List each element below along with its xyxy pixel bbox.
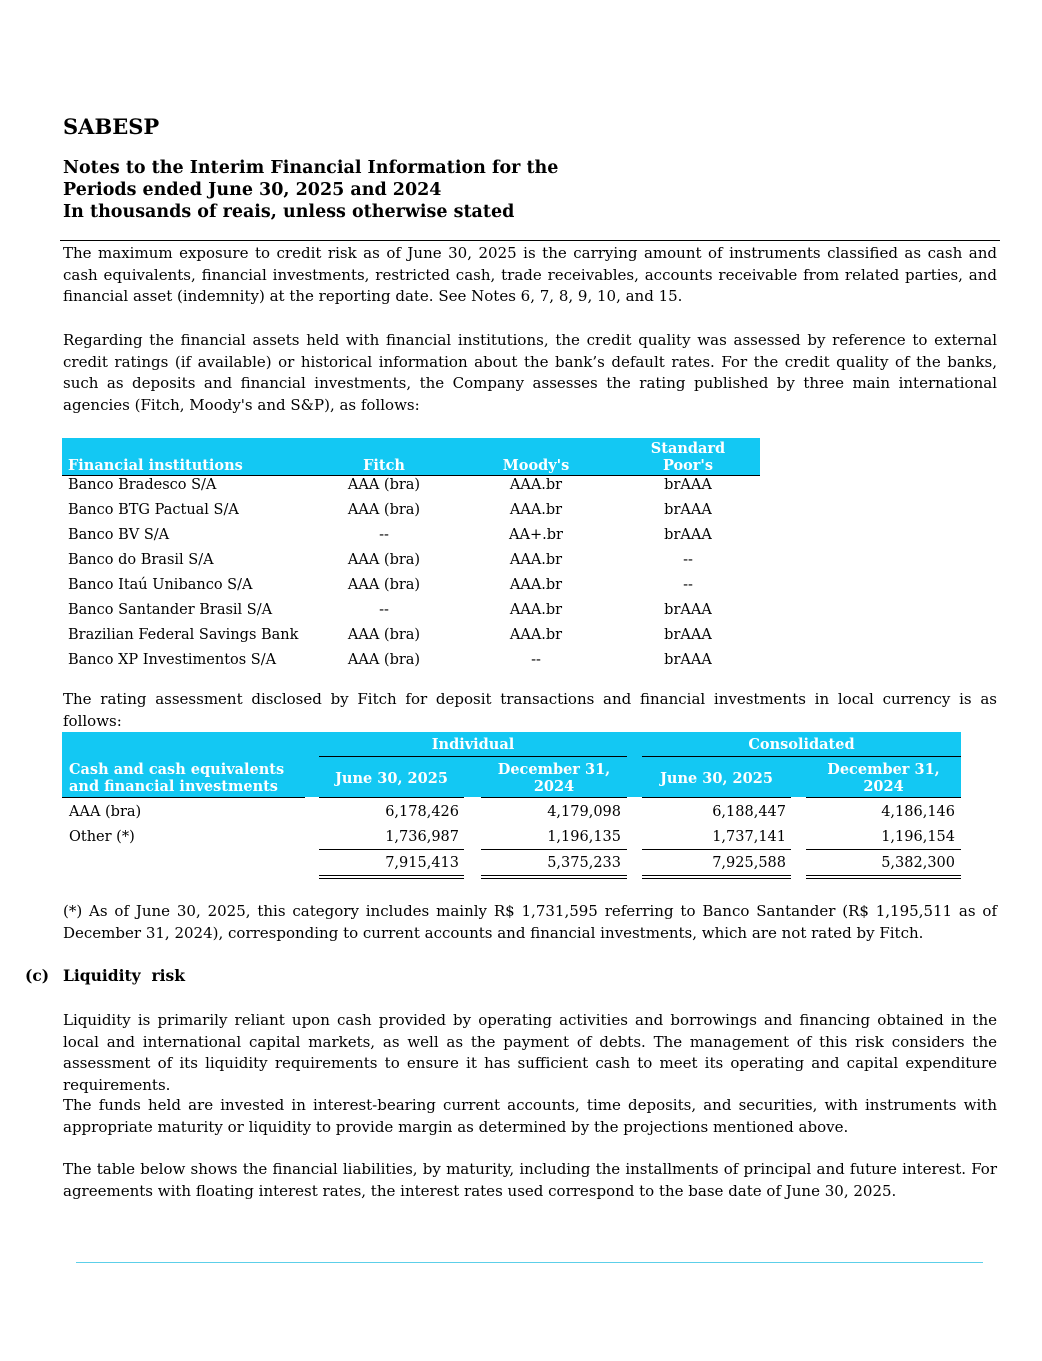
value-con-jun: 6,188,447	[712, 804, 786, 820]
paragraph-credit-exposure: The maximum exposure to credit risk as of June 30, 2025 is the carrying amount of instruments classified as cash and cash equivalents, financial investments, restricted cash, trade receivables, accounts receivable from related parties, and financial asset (indemnity) at the reporting date. See Notes 6, 7, 8, 9, 10, and 15.	[63, 244, 997, 305]
total-double-underline	[806, 875, 961, 879]
header-con-december-2024	[806, 761, 961, 795]
total-double-underline	[481, 875, 627, 879]
header-underline	[62, 797, 305, 798]
header-sp-line1: Standard	[650, 440, 726, 457]
row-label: Other (*)	[69, 829, 135, 845]
table-row	[62, 601, 760, 626]
header-financial-institutions: Financial institutions	[62, 438, 312, 476]
institution-name: Banco Santander Brasil S/A	[68, 602, 273, 618]
fitch-rating: AAA (bra)	[347, 477, 421, 493]
value-con-dec: 4,186,146	[881, 804, 955, 820]
total-ind-jun: 7,915,413	[385, 855, 459, 871]
sp-rating: brAAA	[664, 652, 712, 668]
document-subtitle	[63, 157, 558, 223]
value-ind-jun: 6,178,426	[385, 804, 459, 820]
cash-investments-table	[62, 732, 961, 882]
value-con-jun: 1,737,141	[712, 829, 786, 845]
header-underline	[642, 797, 791, 798]
paragraph-fitch-assessment: The rating assessment disclosed by Fitch for deposit transactions and financial investments in local currency is as follows:	[63, 690, 997, 730]
subtitle-line: Notes to the Interim Financial Information for the	[63, 158, 559, 178]
header-line: 2024	[533, 778, 575, 795]
section-marker: (c)	[25, 966, 50, 985]
moodys-rating: AAA.br	[509, 477, 563, 493]
header-con-june-2025: June 30, 2025	[660, 770, 773, 787]
company-name: SABESP	[63, 114, 160, 139]
total-underline	[319, 849, 464, 850]
row-label: AAA (bra)	[69, 804, 142, 820]
header-cash-and-investments	[69, 761, 284, 795]
fitch-rating: --	[379, 602, 389, 618]
table-row	[62, 626, 760, 651]
subtitle-line: In thousands of reais, unless otherwise stated	[63, 202, 515, 222]
institution-name: Brazilian Federal Savings Bank	[68, 627, 299, 643]
table-row	[62, 476, 760, 502]
total-con-dec: 5,382,300	[881, 855, 955, 871]
moodys-rating: AA+.br	[509, 527, 563, 543]
value-ind-dec: 4,179,098	[547, 804, 621, 820]
total-underline	[642, 849, 791, 850]
fitch-rating: AAA (bra)	[347, 627, 421, 643]
header-line: December 31,	[827, 761, 940, 778]
institution-name: Banco XP Investimentos S/A	[68, 652, 277, 668]
table-row	[62, 576, 760, 601]
fitch-rating: AAA (bra)	[347, 502, 421, 518]
ratings-table	[62, 438, 760, 676]
moodys-rating: AAA.br	[509, 602, 563, 618]
sp-rating: brAAA	[664, 627, 712, 643]
header-underline	[481, 797, 627, 798]
header-ind-june-2025: June 30, 2025	[335, 770, 448, 787]
header-sp-line2: Poor's	[662, 457, 714, 474]
group-underline-individual	[319, 756, 627, 757]
table-row	[62, 526, 760, 551]
header-fitch: Fitch	[312, 438, 456, 476]
total-underline	[806, 849, 961, 850]
paragraph-liabilities: The table below shows the financial liabilities, by maturity, including the installments of principal and future interest. For agreements with floating interest rates, the interest rates used correspond to the base date of June 30, 2025.	[63, 1160, 997, 1200]
moodys-rating: AAA.br	[509, 577, 563, 593]
subtitle-line: Periods ended June 30, 2025 and 2024	[63, 180, 442, 200]
moodys-rating: AAA.br	[509, 552, 563, 568]
total-underline	[481, 849, 627, 850]
total-double-underline	[642, 875, 791, 879]
fitch-rating: AAA (bra)	[347, 577, 421, 593]
sp-rating: brAAA	[664, 602, 712, 618]
moodys-rating: --	[531, 652, 541, 668]
institution-name: Banco Itaú Unibanco S/A	[68, 577, 253, 593]
fitch-rating: AAA (bra)	[347, 552, 421, 568]
moodys-rating: AAA.br	[509, 627, 563, 643]
table-row	[62, 501, 760, 526]
header-line: December 31,	[497, 761, 611, 778]
group-header-consolidated: Consolidated	[748, 736, 855, 753]
header-line: Cash and cash equivalents	[69, 761, 285, 778]
header-underline	[319, 797, 464, 798]
header-ind-december-2024	[481, 761, 627, 795]
group-header-individual: Individual	[431, 736, 515, 753]
value-ind-jun: 1,736,987	[385, 829, 459, 845]
fitch-rating: --	[379, 527, 389, 543]
institution-name: Banco BV S/A	[68, 527, 170, 543]
table-row	[62, 651, 760, 676]
group-underline-consolidated	[642, 756, 961, 757]
total-con-jun: 7,925,588	[712, 855, 786, 871]
sp-rating: brAAA	[664, 527, 712, 543]
total-ind-dec: 5,375,233	[547, 855, 621, 871]
sp-rating: brAAA	[664, 477, 712, 493]
sp-rating: --	[683, 552, 693, 568]
institution-name: Banco BTG Pactual S/A	[68, 502, 239, 518]
sp-rating: --	[683, 577, 693, 593]
header-standard-poors	[616, 438, 760, 476]
header-line: 2024	[863, 778, 904, 795]
paragraph-liquidity: Liquidity is primarily reliant upon cash provided by operating activities and borrowings and financing obtained in the local and international capital markets, as well as the payment of debts. The management of this risk considers the assessment of its liquidity requirements to ensure it has sufficient cash to meet its operating and capital expenditure requirements.	[63, 1011, 997, 1094]
value-ind-dec: 1,196,135	[547, 829, 621, 845]
paragraph-footnote: (*) As of June 30, 2025, this category includes mainly R$ 1,731,595 referring to Banco Santander (R$ 1,195,511 as of December 31, 2024), corresponding to current accounts and financial investments, which are not rated by Fitch.	[63, 902, 997, 942]
section-title-liquidity-risk: Liquidity risk	[63, 966, 185, 985]
header-moodys: Moody's	[456, 438, 616, 476]
moodys-rating: AAA.br	[509, 502, 563, 518]
fitch-rating: AAA (bra)	[347, 652, 421, 668]
ratings-header-row	[62, 438, 760, 476]
total-double-underline	[319, 875, 464, 879]
sp-rating: brAAA	[664, 502, 712, 518]
header-line: and financial investments	[69, 778, 278, 795]
paragraph-credit-quality: Regarding the financial assets held with financial institutions, the credit quality was assessed by reference to external credit ratings (if available) or historical information about the bank’s default rates. For the credit quality of the banks, such as deposits and financial investments, the Company assesses the rating published by three main international agencies (Fitch, Moody's and S&P), as follows:	[63, 331, 997, 414]
value-con-dec: 1,196,154	[881, 829, 955, 845]
institution-name: Banco do Brasil S/A	[68, 552, 214, 568]
paragraph-funds: The funds held are invested in interest-bearing current accounts, time deposits, and securities, with instruments with appropriate maturity or liquidity to provide margin as determined by the projections mentioned above.	[63, 1096, 997, 1136]
institution-name: Banco Bradesco S/A	[68, 477, 217, 493]
table-row	[62, 551, 760, 576]
header-underline	[806, 797, 961, 798]
header-rule	[60, 240, 1000, 241]
footer-rule	[76, 1262, 983, 1263]
